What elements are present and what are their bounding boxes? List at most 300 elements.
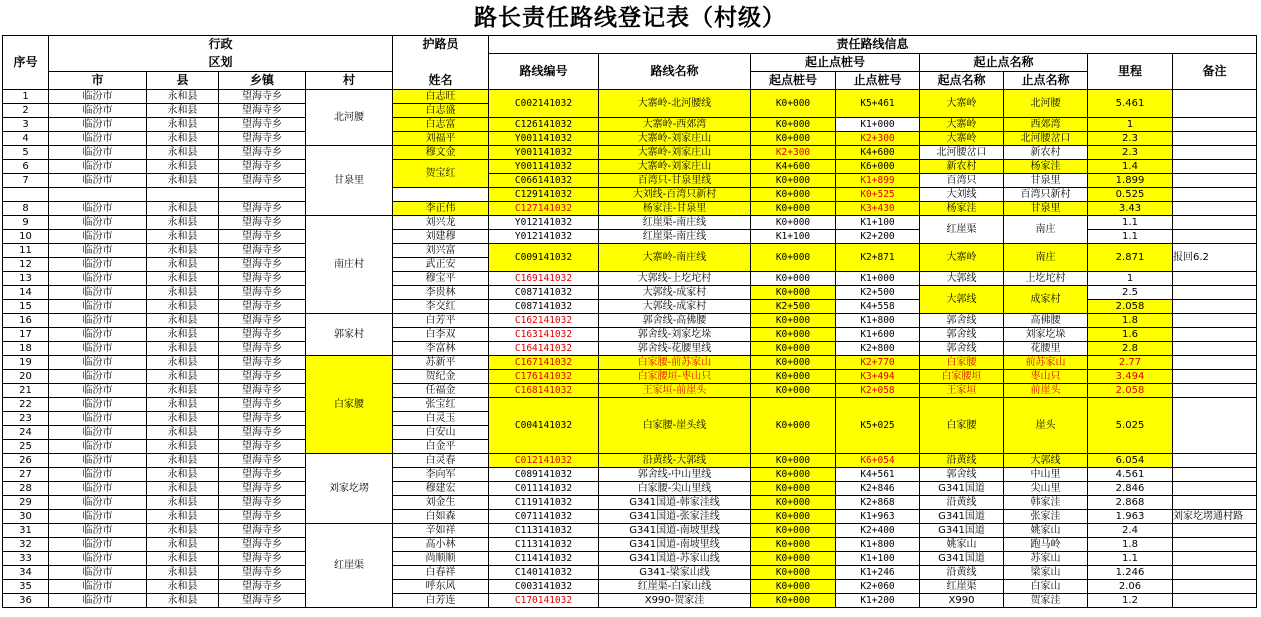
start-stake-cell[interactable]: K0+000 — [751, 510, 836, 524]
remark-cell[interactable] — [1173, 482, 1257, 496]
end-name-cell[interactable]: 尖山里 — [1004, 482, 1088, 496]
start-name-cell[interactable]: 大寨岭 — [920, 118, 1004, 132]
mileage-cell[interactable]: 1.8 — [1088, 314, 1173, 328]
route-name-cell[interactable]: 大寨岭-南庄线 — [599, 244, 751, 272]
city-cell[interactable]: 临汾市 — [49, 104, 147, 118]
start-stake-cell[interactable]: K0+000 — [751, 286, 836, 300]
county-cell[interactable] — [147, 188, 219, 202]
end-name-cell[interactable]: 西郊湾 — [1004, 118, 1088, 132]
end-stake-cell[interactable]: K1+000 — [836, 118, 920, 132]
town-cell[interactable]: 望海寺乡 — [219, 132, 306, 146]
county-cell[interactable]: 永和县 — [147, 440, 219, 454]
mileage-cell[interactable]: 3.43 — [1088, 202, 1173, 216]
route-code-cell[interactable]: C011141032 — [489, 482, 599, 496]
seq-cell[interactable]: 24 — [3, 426, 49, 440]
county-cell[interactable]: 永和县 — [147, 594, 219, 608]
route-name-cell[interactable]: 白家腰垣-枣山只 — [599, 370, 751, 384]
guard-name-cell[interactable]: 穆宝平 — [393, 272, 489, 286]
end-name-cell[interactable]: 百湾只新村 — [1004, 188, 1088, 202]
header-stake-group[interactable]: 起止点桩号 — [751, 54, 920, 72]
seq-cell[interactable]: 26 — [3, 454, 49, 468]
seq-cell[interactable]: 28 — [3, 482, 49, 496]
start-name-cell[interactable]: 白家腰 — [920, 398, 1004, 454]
mileage-cell[interactable]: 1.1 — [1088, 216, 1173, 230]
header-start-name[interactable]: 起点名称 — [920, 72, 1004, 90]
city-cell[interactable]: 临汾市 — [49, 328, 147, 342]
header-admin-sub[interactable]: 区划 — [49, 54, 393, 72]
remark-cell[interactable] — [1173, 146, 1257, 160]
end-stake-cell[interactable]: K1+246 — [836, 566, 920, 580]
guard-name-cell[interactable]: 张宝红 — [393, 398, 489, 412]
remark-cell[interactable] — [1173, 132, 1257, 146]
county-cell[interactable]: 永和县 — [147, 230, 219, 244]
end-stake-cell[interactable]: K1+200 — [836, 594, 920, 608]
end-stake-cell[interactable]: K1+100 — [836, 216, 920, 230]
guard-name-cell[interactable]: 白金平 — [393, 440, 489, 454]
end-stake-cell[interactable]: K2+400 — [836, 524, 920, 538]
route-name-cell[interactable]: 大刘线-百湾只新村 — [599, 188, 751, 202]
mileage-cell[interactable]: 1.899 — [1088, 174, 1173, 188]
route-code-cell[interactable]: C168141032 — [489, 384, 599, 398]
seq-cell[interactable]: 25 — [3, 440, 49, 454]
city-cell[interactable]: 临汾市 — [49, 594, 147, 608]
end-name-cell[interactable]: 姚家山 — [1004, 524, 1088, 538]
start-name-cell[interactable]: G341国道 — [920, 552, 1004, 566]
header-route-code[interactable]: 路线编号 — [489, 54, 599, 90]
route-name-cell[interactable]: 红崖渠-白家山线 — [599, 580, 751, 594]
end-name-cell[interactable]: 高佛腰 — [1004, 314, 1088, 328]
start-stake-cell[interactable]: K0+000 — [751, 538, 836, 552]
town-cell[interactable]: 望海寺乡 — [219, 174, 306, 188]
start-stake-cell[interactable]: K0+000 — [751, 188, 836, 202]
route-name-cell[interactable]: G341-梁家山线 — [599, 566, 751, 580]
seq-cell[interactable]: 3 — [3, 118, 49, 132]
header-mileage[interactable]: 里程 — [1088, 54, 1173, 90]
mileage-cell[interactable]: 1.963 — [1088, 510, 1173, 524]
county-cell[interactable]: 永和县 — [147, 398, 219, 412]
start-name-cell[interactable]: 白家腰 — [920, 356, 1004, 370]
county-cell[interactable]: 永和县 — [147, 370, 219, 384]
route-code-cell[interactable]: C012141032 — [489, 454, 599, 468]
end-stake-cell[interactable]: K2+770 — [836, 356, 920, 370]
route-code-cell[interactable]: C113141032 — [489, 524, 599, 538]
end-stake-cell[interactable]: K4+558 — [836, 300, 920, 314]
route-code-cell[interactable]: C127141032 — [489, 202, 599, 216]
route-code-cell[interactable]: C169141032 — [489, 272, 599, 286]
route-name-cell[interactable]: 郭舍线-刘家圪垛 — [599, 328, 751, 342]
header-place-group[interactable]: 起止点名称 — [920, 54, 1088, 72]
route-name-cell[interactable]: 杨家洼-甘泉里 — [599, 202, 751, 216]
route-name-cell[interactable]: 郭舍线-中山里线 — [599, 468, 751, 482]
city-cell[interactable]: 临汾市 — [49, 146, 147, 160]
city-cell[interactable]: 临汾市 — [49, 482, 147, 496]
start-stake-cell[interactable]: K0+000 — [751, 384, 836, 398]
city-cell[interactable]: 临汾市 — [49, 510, 147, 524]
city-cell[interactable]: 临汾市 — [49, 370, 147, 384]
mileage-cell[interactable]: 3.494 — [1088, 370, 1173, 384]
seq-cell[interactable]: 11 — [3, 244, 49, 258]
route-code-cell[interactable]: C119141032 — [489, 496, 599, 510]
end-name-cell[interactable]: 上圪坨村 — [1004, 272, 1088, 286]
route-code-cell[interactable]: Y012141032 — [489, 216, 599, 230]
route-name-cell[interactable]: 白家腰-尖山里线 — [599, 482, 751, 496]
end-stake-cell[interactable]: K2+800 — [836, 342, 920, 356]
route-code-cell[interactable]: C114141032 — [489, 552, 599, 566]
end-name-cell[interactable]: 贺家洼 — [1004, 594, 1088, 608]
guard-name-cell[interactable]: 白志旺 — [393, 90, 489, 104]
county-cell[interactable]: 永和县 — [147, 160, 219, 174]
city-cell[interactable]: 临汾市 — [49, 524, 147, 538]
route-code-cell[interactable]: Y001141032 — [489, 146, 599, 160]
mileage-cell[interactable]: 1.4 — [1088, 160, 1173, 174]
header-city[interactable]: 市 — [49, 72, 147, 90]
town-cell[interactable]: 望海寺乡 — [219, 146, 306, 160]
route-name-cell[interactable]: 红崖渠-南庄线 — [599, 230, 751, 244]
guard-name-cell[interactable]: 武正安 — [393, 258, 489, 272]
seq-cell[interactable]: 18 — [3, 342, 49, 356]
remark-cell[interactable] — [1173, 454, 1257, 468]
start-name-cell[interactable]: 北河腰岔口 — [920, 146, 1004, 160]
route-code-cell[interactable]: C089141032 — [489, 468, 599, 482]
city-cell[interactable]: 临汾市 — [49, 132, 147, 146]
town-cell[interactable]: 望海寺乡 — [219, 440, 306, 454]
guard-name-cell[interactable]: 高小林 — [393, 538, 489, 552]
end-stake-cell[interactable]: K2+058 — [836, 384, 920, 398]
guard-name-cell[interactable]: 白芳平 — [393, 314, 489, 328]
town-cell[interactable]: 望海寺乡 — [219, 216, 306, 230]
seq-cell[interactable]: 1 — [3, 90, 49, 104]
seq-cell[interactable]: 30 — [3, 510, 49, 524]
start-name-cell[interactable]: 红崖渠 — [920, 216, 1004, 244]
remark-cell[interactable] — [1173, 524, 1257, 538]
end-stake-cell[interactable]: K6+054 — [836, 454, 920, 468]
city-cell[interactable]: 临汾市 — [49, 342, 147, 356]
route-code-cell[interactable]: C126141032 — [489, 118, 599, 132]
start-name-cell[interactable]: 姚家山 — [920, 538, 1004, 552]
seq-cell[interactable]: 7 — [3, 174, 49, 188]
remark-cell[interactable] — [1173, 202, 1257, 216]
end-name-cell[interactable]: 跑马岭 — [1004, 538, 1088, 552]
mileage-cell[interactable]: 1.6 — [1088, 328, 1173, 342]
end-stake-cell[interactable]: K1+600 — [836, 328, 920, 342]
seq-cell[interactable]: 32 — [3, 538, 49, 552]
guard-name-cell[interactable]: 刘福平 — [393, 132, 489, 146]
route-code-cell[interactable]: C071141032 — [489, 510, 599, 524]
county-cell[interactable]: 永和县 — [147, 510, 219, 524]
mileage-cell[interactable]: 1.8 — [1088, 538, 1173, 552]
start-name-cell[interactable]: 大寨岭 — [920, 244, 1004, 272]
route-name-cell[interactable]: 大寨岭-刘家庄山 — [599, 132, 751, 146]
city-cell[interactable]: 临汾市 — [49, 566, 147, 580]
start-stake-cell[interactable]: K0+000 — [751, 468, 836, 482]
header-guard-top[interactable]: 护路员 — [393, 36, 489, 54]
town-cell[interactable]: 望海寺乡 — [219, 412, 306, 426]
remark-cell[interactable] — [1173, 90, 1257, 118]
city-cell[interactable]: 临汾市 — [49, 496, 147, 510]
end-name-cell[interactable]: 杨家洼 — [1004, 160, 1088, 174]
guard-name-cell[interactable]: 苏新平 — [393, 356, 489, 370]
seq-cell[interactable]: 33 — [3, 552, 49, 566]
village-cell[interactable]: 刘家圪塄 — [306, 454, 393, 524]
end-name-cell[interactable]: 南庄 — [1004, 216, 1088, 244]
county-cell[interactable]: 永和县 — [147, 146, 219, 160]
end-name-cell[interactable]: 甘泉里 — [1004, 202, 1088, 216]
mileage-cell[interactable]: 2.77 — [1088, 356, 1173, 370]
end-stake-cell[interactable]: K2+060 — [836, 580, 920, 594]
route-code-cell[interactable]: C164141032 — [489, 342, 599, 356]
town-cell[interactable]: 望海寺乡 — [219, 160, 306, 174]
end-stake-cell[interactable]: K2+868 — [836, 496, 920, 510]
mileage-cell[interactable]: 5.461 — [1088, 90, 1173, 118]
start-stake-cell[interactable]: K0+000 — [751, 496, 836, 510]
guard-name-cell[interactable]: 白灵玉 — [393, 412, 489, 426]
seq-cell[interactable]: 21 — [3, 384, 49, 398]
town-cell[interactable]: 望海寺乡 — [219, 104, 306, 118]
end-stake-cell[interactable]: K1+800 — [836, 314, 920, 328]
route-name-cell[interactable]: 大寨岭-刘家庄山 — [599, 146, 751, 160]
guard-name-cell[interactable]: 李交红 — [393, 300, 489, 314]
town-cell[interactable]: 望海寺乡 — [219, 314, 306, 328]
seq-cell[interactable]: 19 — [3, 356, 49, 370]
county-cell[interactable]: 永和县 — [147, 244, 219, 258]
mileage-cell[interactable]: 4.561 — [1088, 468, 1173, 482]
end-name-cell[interactable]: 北河腰 — [1004, 90, 1088, 118]
start-stake-cell[interactable]: K0+000 — [751, 272, 836, 286]
end-name-cell[interactable]: 花腰里 — [1004, 342, 1088, 356]
header-route-info[interactable]: 责任路线信息 — [489, 36, 1257, 54]
header-end-stake[interactable]: 止点桩号 — [836, 72, 920, 90]
start-name-cell[interactable]: 新农村 — [920, 160, 1004, 174]
county-cell[interactable]: 永和县 — [147, 356, 219, 370]
end-name-cell[interactable]: 成家村 — [1004, 286, 1088, 314]
village-cell[interactable]: 北河腰 — [306, 90, 393, 146]
county-cell[interactable]: 永和县 — [147, 328, 219, 342]
mileage-cell[interactable]: 2.4 — [1088, 524, 1173, 538]
guard-name-cell[interactable]: 刘兴富 — [393, 244, 489, 258]
town-cell[interactable]: 望海寺乡 — [219, 342, 306, 356]
route-name-cell[interactable]: 大寨岭-北河腰线 — [599, 90, 751, 118]
route-code-cell[interactable]: C002141032 — [489, 90, 599, 118]
mileage-cell[interactable]: 2.5 — [1088, 286, 1173, 300]
end-stake-cell[interactable]: K1+899 — [836, 174, 920, 188]
route-name-cell[interactable]: 大郭线-成家村 — [599, 300, 751, 314]
remark-cell[interactable] — [1173, 314, 1257, 328]
guard-name-cell[interactable]: 白如森 — [393, 510, 489, 524]
city-cell[interactable]: 临汾市 — [49, 174, 147, 188]
route-code-cell[interactable]: C167141032 — [489, 356, 599, 370]
route-name-cell[interactable]: 大郭线-上圪坨村 — [599, 272, 751, 286]
town-cell[interactable]: 望海寺乡 — [219, 202, 306, 216]
guard-name-cell[interactable]: 白李双 — [393, 328, 489, 342]
city-cell[interactable]: 临汾市 — [49, 160, 147, 174]
guard-name-cell[interactable]: 辛如祥 — [393, 524, 489, 538]
end-stake-cell[interactable]: K3+494 — [836, 370, 920, 384]
county-cell[interactable]: 永和县 — [147, 216, 219, 230]
remark-cell[interactable] — [1173, 188, 1257, 202]
route-name-cell[interactable]: 沿黄线-大郭线 — [599, 454, 751, 468]
city-cell[interactable]: 临汾市 — [49, 216, 147, 230]
county-cell[interactable]: 永和县 — [147, 272, 219, 286]
seq-cell[interactable]: 31 — [3, 524, 49, 538]
guard-name-cell[interactable] — [393, 188, 489, 202]
guard-name-cell[interactable]: 白芳连 — [393, 594, 489, 608]
route-name-cell[interactable]: G341国道-张家洼线 — [599, 510, 751, 524]
start-name-cell[interactable]: 郭舍线 — [920, 468, 1004, 482]
end-name-cell[interactable]: 甘泉里 — [1004, 174, 1088, 188]
remark-cell[interactable] — [1173, 594, 1257, 608]
county-cell[interactable]: 永和县 — [147, 552, 219, 566]
mileage-cell[interactable]: 5.025 — [1088, 398, 1173, 454]
remark-cell[interactable] — [1173, 160, 1257, 174]
guard-name-cell[interactable]: 呼东风 — [393, 580, 489, 594]
town-cell[interactable]: 望海寺乡 — [219, 468, 306, 482]
guard-name-cell[interactable]: 白志富 — [393, 118, 489, 132]
route-code-cell[interactable]: C009141032 — [489, 244, 599, 272]
remark-cell[interactable] — [1173, 580, 1257, 594]
end-name-cell[interactable]: 大郭线 — [1004, 454, 1088, 468]
town-cell[interactable]: 望海寺乡 — [219, 272, 306, 286]
remark-cell[interactable]: 报回6.2 — [1173, 244, 1257, 272]
start-name-cell[interactable]: 大寨岭 — [920, 132, 1004, 146]
end-name-cell[interactable]: 梁家山 — [1004, 566, 1088, 580]
seq-cell[interactable]: 5 — [3, 146, 49, 160]
route-code-cell[interactable]: Y001141032 — [489, 132, 599, 146]
route-code-cell[interactable]: Y012141032 — [489, 230, 599, 244]
start-stake-cell[interactable]: K2+500 — [751, 300, 836, 314]
start-name-cell[interactable]: 百湾只 — [920, 174, 1004, 188]
guard-name-cell[interactable]: 穆建宏 — [393, 482, 489, 496]
header-admin-top[interactable]: 行政 — [49, 36, 393, 54]
route-name-cell[interactable]: 大寨岭-西郊湾 — [599, 118, 751, 132]
header-route-name[interactable]: 路线名称 — [599, 54, 751, 90]
route-code-cell[interactable]: C004141032 — [489, 398, 599, 454]
city-cell[interactable]: 临汾市 — [49, 90, 147, 104]
county-cell[interactable]: 永和县 — [147, 300, 219, 314]
end-stake-cell[interactable]: K2+200 — [836, 230, 920, 244]
start-stake-cell[interactable]: K0+000 — [751, 482, 836, 496]
seq-cell[interactable]: 16 — [3, 314, 49, 328]
header-start-stake[interactable]: 起点桩号 — [751, 72, 836, 90]
start-stake-cell[interactable]: K0+000 — [751, 90, 836, 118]
city-cell[interactable] — [49, 188, 147, 202]
city-cell[interactable]: 临汾市 — [49, 314, 147, 328]
village-cell[interactable]: 郭家村 — [306, 314, 393, 356]
seq-cell[interactable]: 34 — [3, 566, 49, 580]
city-cell[interactable]: 临汾市 — [49, 300, 147, 314]
city-cell[interactable]: 临汾市 — [49, 118, 147, 132]
start-name-cell[interactable]: 郭舍线 — [920, 328, 1004, 342]
end-name-cell[interactable]: 崖头 — [1004, 398, 1088, 454]
remark-cell[interactable] — [1173, 538, 1257, 552]
mileage-cell[interactable]: 2.3 — [1088, 132, 1173, 146]
route-name-cell[interactable]: 大寨岭-刘家庄山 — [599, 160, 751, 174]
seq-cell[interactable]: 36 — [3, 594, 49, 608]
end-stake-cell[interactable]: K5+025 — [836, 398, 920, 454]
county-cell[interactable]: 永和县 — [147, 286, 219, 300]
city-cell[interactable]: 临汾市 — [49, 454, 147, 468]
mileage-cell[interactable]: 1 — [1088, 118, 1173, 132]
county-cell[interactable]: 永和县 — [147, 566, 219, 580]
start-stake-cell[interactable]: K0+000 — [751, 216, 836, 230]
town-cell[interactable]: 望海寺乡 — [219, 384, 306, 398]
seq-cell[interactable]: 23 — [3, 412, 49, 426]
route-code-cell[interactable]: C176141032 — [489, 370, 599, 384]
remark-cell[interactable] — [1173, 328, 1257, 342]
remark-cell[interactable] — [1173, 398, 1257, 454]
seq-cell[interactable]: 4 — [3, 132, 49, 146]
header-end-name[interactable]: 止点名称 — [1004, 72, 1088, 90]
county-cell[interactable]: 永和县 — [147, 496, 219, 510]
remark-cell[interactable] — [1173, 216, 1257, 230]
route-code-cell[interactable]: C087141032 — [489, 286, 599, 300]
guard-name-cell[interactable]: 白安山 — [393, 426, 489, 440]
route-name-cell[interactable]: 百湾只-甘泉里线 — [599, 174, 751, 188]
seq-cell[interactable]: 14 — [3, 286, 49, 300]
city-cell[interactable]: 临汾市 — [49, 272, 147, 286]
city-cell[interactable]: 临汾市 — [49, 202, 147, 216]
seq-cell[interactable]: 20 — [3, 370, 49, 384]
seq-cell[interactable]: 10 — [3, 230, 49, 244]
town-cell[interactable]: 望海寺乡 — [219, 566, 306, 580]
remark-cell[interactable] — [1173, 552, 1257, 566]
seq-cell[interactable]: 12 — [3, 258, 49, 272]
route-code-cell[interactable]: C163141032 — [489, 328, 599, 342]
mileage-cell[interactable]: 2.058 — [1088, 384, 1173, 398]
route-name-cell[interactable]: 大郭线-成家村 — [599, 286, 751, 300]
county-cell[interactable]: 永和县 — [147, 524, 219, 538]
mileage-cell[interactable]: 1.1 — [1088, 230, 1173, 244]
end-stake-cell[interactable]: K2+300 — [836, 132, 920, 146]
end-stake-cell[interactable]: K1+100 — [836, 552, 920, 566]
mileage-cell[interactable]: 1.246 — [1088, 566, 1173, 580]
guard-name-cell[interactable]: 刘兴龙 — [393, 216, 489, 230]
county-cell[interactable]: 永和县 — [147, 482, 219, 496]
end-name-cell[interactable]: 张家洼 — [1004, 510, 1088, 524]
town-cell[interactable]: 望海寺乡 — [219, 258, 306, 272]
city-cell[interactable]: 临汾市 — [49, 244, 147, 258]
county-cell[interactable]: 永和县 — [147, 580, 219, 594]
end-stake-cell[interactable]: K1+000 — [836, 272, 920, 286]
remark-cell[interactable] — [1173, 118, 1257, 132]
remark-cell[interactable] — [1173, 272, 1257, 286]
header-village[interactable]: 村 — [306, 72, 393, 90]
city-cell[interactable]: 临汾市 — [49, 384, 147, 398]
town-cell[interactable]: 望海寺乡 — [219, 524, 306, 538]
remark-cell[interactable] — [1173, 174, 1257, 188]
city-cell[interactable]: 临汾市 — [49, 398, 147, 412]
start-stake-cell[interactable]: K0+000 — [751, 244, 836, 272]
city-cell[interactable]: 临汾市 — [49, 552, 147, 566]
city-cell[interactable]: 临汾市 — [49, 538, 147, 552]
end-stake-cell[interactable]: K4+561 — [836, 468, 920, 482]
city-cell[interactable]: 临汾市 — [49, 356, 147, 370]
header-county[interactable]: 县 — [147, 72, 219, 90]
town-cell[interactable]: 望海寺乡 — [219, 482, 306, 496]
header-town[interactable]: 乡镇 — [219, 72, 306, 90]
town-cell[interactable]: 望海寺乡 — [219, 538, 306, 552]
mileage-cell[interactable]: 0.525 — [1088, 188, 1173, 202]
start-name-cell[interactable]: X990 — [920, 594, 1004, 608]
start-name-cell[interactable]: G341国道 — [920, 524, 1004, 538]
city-cell[interactable]: 临汾市 — [49, 468, 147, 482]
start-stake-cell[interactable]: K0+000 — [751, 566, 836, 580]
route-code-cell[interactable]: C003141032 — [489, 580, 599, 594]
end-stake-cell[interactable]: K6+000 — [836, 160, 920, 174]
county-cell[interactable]: 永和县 — [147, 314, 219, 328]
guard-name-cell[interactable]: 贺宝红 — [393, 160, 489, 188]
seq-cell[interactable]: 8 — [3, 202, 49, 216]
end-stake-cell[interactable]: K4+600 — [836, 146, 920, 160]
